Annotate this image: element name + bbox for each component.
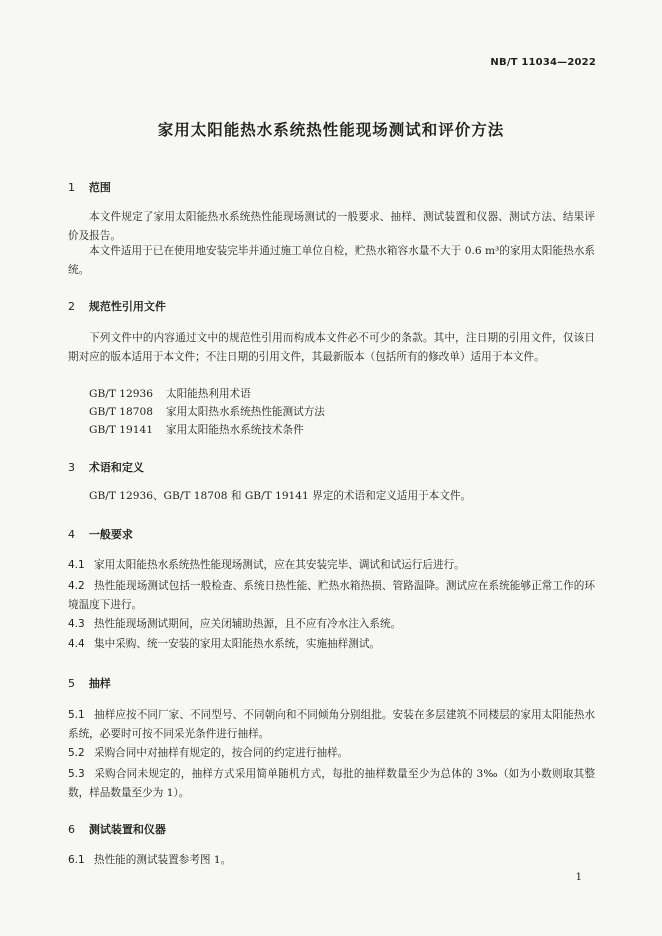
section-heading-3 [68,459,144,475]
clause-text: 抽样应按不同厂家、不同型号、不同朝向和不同倾角分别组批。安装在多层建筑不同楼层的家用太阳能热水系统，必要时可按不同采光条件进行抽样。 [68,709,595,740]
clause-number: 4.4 [68,638,85,650]
reference-name: 家用太阳热水系统热性能测试方法 [166,406,325,418]
clause-4-2 [68,577,595,615]
reference-name: 家用太阳能热水系统技术条件 [166,424,304,436]
clause-text: 集中采购、统一安装的家用太阳能热水系统，实施抽样测试。 [94,638,381,650]
document-title: 家用太阳能热水系统热性能现场测试和评价方法 [157,121,505,139]
clause-number: 4.2 [68,580,85,592]
clause-number: 6.1 [68,854,85,866]
normative-reference [89,385,251,404]
reference-name: 太阳能热利用术语 [166,388,251,400]
clause-5-2 [68,744,595,763]
clause-text: 热性能现场测试包括一般检查、系统日热性能、贮热水箱热损、管路温降。测试应在系统能够正常工作的环境温度下进行。 [68,580,595,611]
section-title: 测试装置和仪器 [88,823,166,836]
section-heading-6 [68,821,166,837]
section-heading-5 [68,675,111,691]
clause-text: 采购合同未规定的，抽样方式采用简单随机方式，每批的抽样数量至少为总体的 3‰（如为小数则取其整数，样品数量至少为 1）。 [68,768,595,799]
section-1-paragraph-2: 本文件适用于已在使用地安装完毕并通过施工单位自检，贮热水箱容水量不大于 0.6 m³的家用太阳能热水系统。 [68,245,595,276]
clause-number: 5.1 [68,709,85,721]
normative-reference [89,421,304,440]
section-title: 术语和定义 [88,461,144,474]
clause-number: 4.3 [68,618,85,630]
clause-text: 采购合同中对抽样有规定的，按合同的约定进行抽样。 [94,747,349,759]
section-1-paragraph-1: 本文件规定了家用太阳能热水系统热性能现场测试的一般要求、抽样、测试装置和仪器、测试方法、结果评价及报告。 [68,211,595,242]
clause-number: 5.2 [68,747,85,759]
clause-text: 热性能现场测试期间，应关闭辅助热源，且不应有冷水注入系统。 [94,618,402,630]
section-title: 范围 [88,181,111,194]
standard-code: NB/T 11034—2022 [490,57,596,68]
reference-code: GB/T 19141 [89,424,153,436]
page-number: 1 [575,872,582,883]
clause-4-3 [68,615,595,634]
section-number: 4 [68,528,75,541]
reference-code: GB/T 18708 [89,406,153,418]
normative-reference [89,403,325,422]
section-number: 1 [68,181,75,194]
section-number: 2 [68,300,75,313]
section-title: 一般要求 [88,528,133,541]
section-3-paragraph: GB/T 12936、GB/T 18708 和 GB/T 19141 界定的术语和定义适用于本文件。 [89,490,472,502]
clause-5-3 [68,765,595,803]
section-number: 5 [68,677,75,690]
clause-number: 5.3 [68,768,85,780]
clause-number: 4.1 [68,559,85,571]
clause-text: 家用太阳能热水系统热性能现场测试，应在其安装完毕、调试和试运行后进行。 [94,559,465,571]
section-number: 6 [68,823,75,836]
clause-4-4 [68,635,595,654]
section-heading-1 [68,179,111,195]
clause-6-1 [68,851,595,870]
section-number: 3 [68,461,75,474]
section-heading-2 [68,298,166,314]
section-title: 规范性引用文件 [88,300,166,313]
section-heading-4 [68,526,133,542]
reference-code: GB/T 12936 [89,388,153,400]
clause-5-1 [68,706,595,744]
section-title: 抽样 [88,677,111,690]
clause-4-1 [68,556,595,575]
section-2-paragraph: 下列文件中的内容通过文中的规范性引用而构成本文件必不可少的条款。其中，注日期的引用文件，仅该日期对应的版本适用于本文件；不注日期的引用文件，其最新版本（包括所有的修改单）适用于本文件。 [68,332,595,363]
clause-text: 热性能的测试装置参考图 1。 [94,854,232,866]
